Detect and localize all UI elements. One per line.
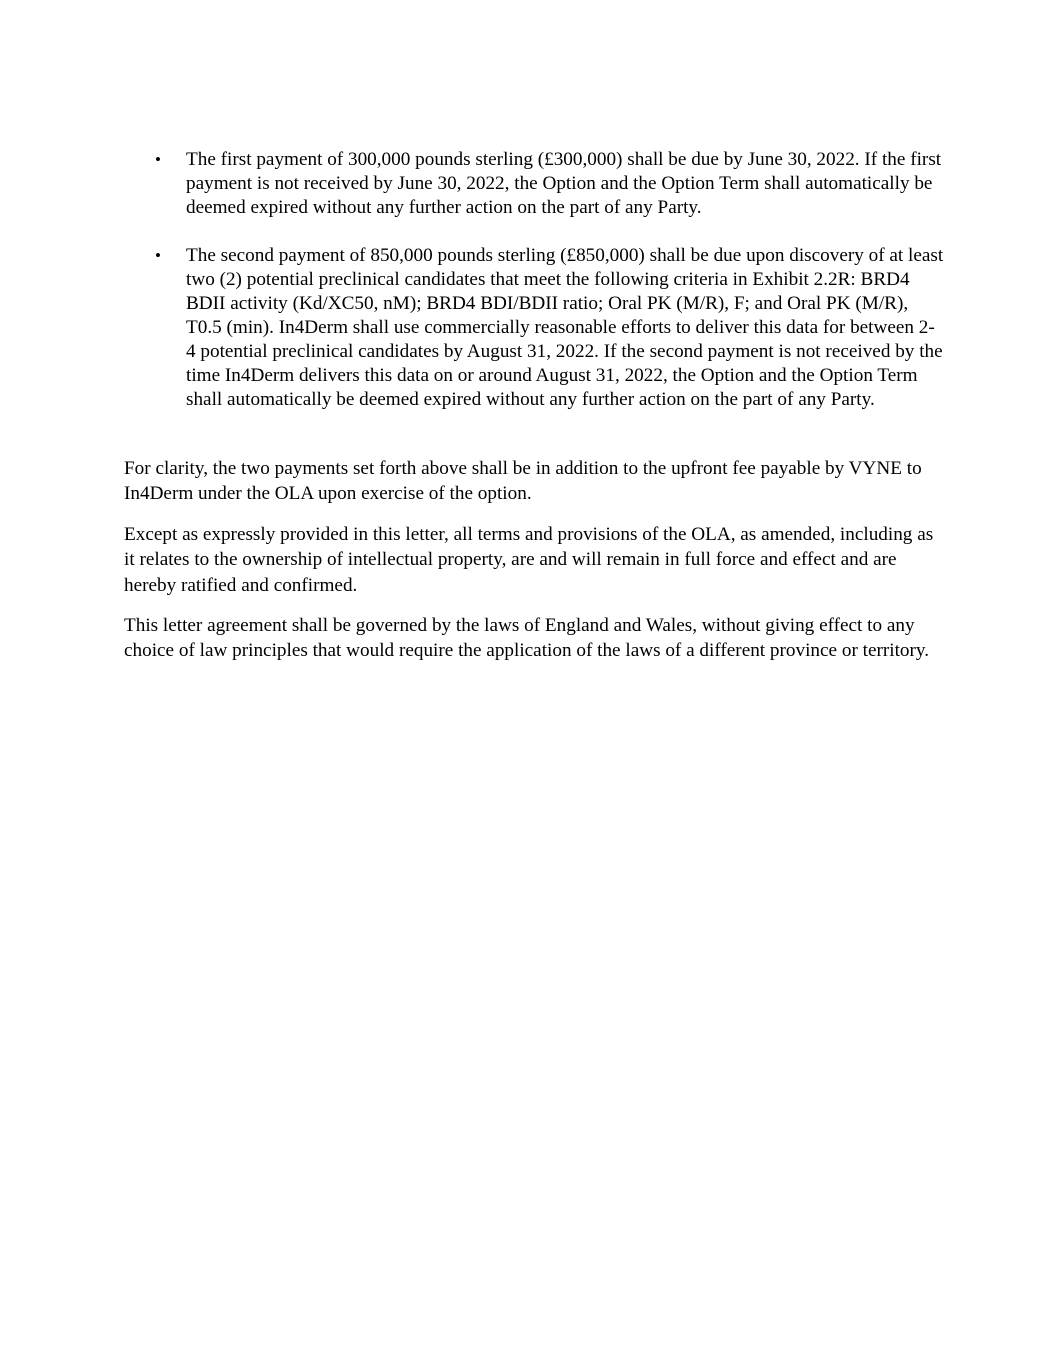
bullet-text-first-payment: The first payment of 300,000 pounds sterling (£300,000) shall be due by June 30, 2022. If the first payment is not received by June 30, 2022, the Option and the Option Term shall automatically be deemed expired without any further action on the part of any Party.	[186, 149, 942, 218]
paragraph-except: Except as expressly provided in this letter, all terms and provisions of the OLA, as amended, including as it relates to the ownership of intellectual property, are and will remain in full force and effect and are hereby ratified and confirmed.	[124, 524, 934, 596]
bullet-item-first-payment	[124, 148, 944, 220]
bullet-icon: •	[155, 246, 161, 265]
bullet-text-second-payment: The second payment of 850,000 pounds sterling (£850,000) shall be due upon discovery of at least two (2) potential preclinical candidates that meet the following criteria in Exhibit 2.2R: BRD4 BDII activity (Kd/XC50, nM); BRD4 BDI/BDII ratio; Oral PK (M/R), F; and Oral PK (M/R), T0.5 (min). In4Derm shall use commercially reasonable efforts to deliver this data for between 2-4 potential preclinical candidates by August 31, 2022. If the second payment is not received by the time In4Derm delivers this data on or around August 31, 2022, the Option and the Option Term shall automatically be deemed expired without any further action on the part of any Party.	[186, 245, 944, 410]
bullet-icon: •	[155, 150, 161, 169]
bullet-item-second-payment	[124, 244, 944, 412]
paragraph-clarity: For clarity, the two payments set forth above shall be in addition to the upfront fee payable by VYNE to In4Derm under the OLA upon exercise of the option.	[124, 458, 922, 505]
paragraph-governing-law: This letter agreement shall be governed by the laws of England and Wales, without giving effect to any choice of law principles that would require the application of the laws of a different province or territory.	[124, 615, 930, 662]
payment-bullet-list	[124, 148, 944, 412]
